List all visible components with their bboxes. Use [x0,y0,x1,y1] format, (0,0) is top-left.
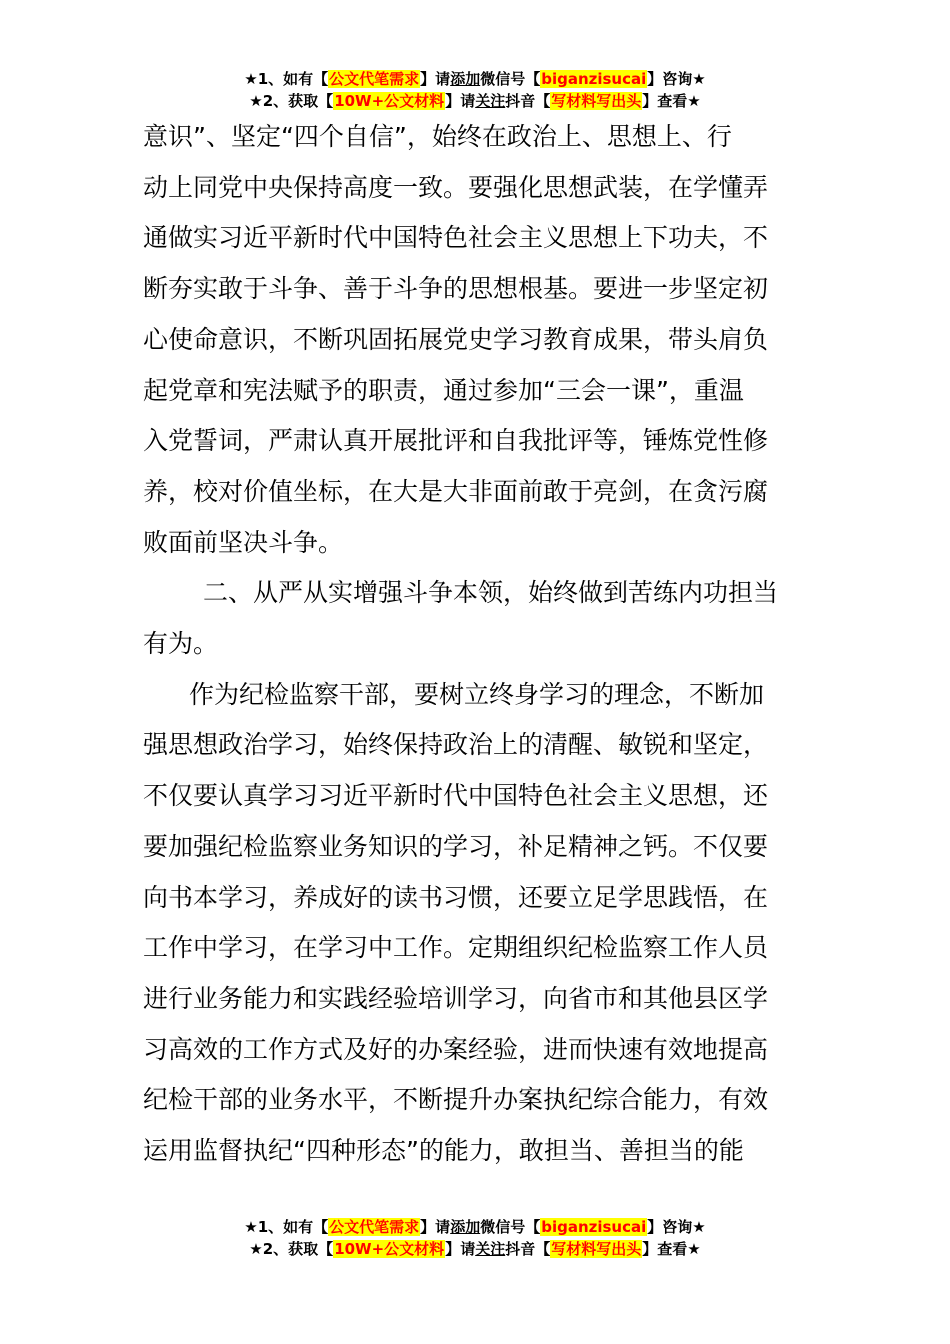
banner-line-1: ★1、如有【公文代笔需求】请添加微信号【biganzisucai】咨询★ [244,1218,706,1236]
text-line: 心使命意识，不断巩固拓展党史学习教育成果，带头肩负 [143,324,769,354]
document-body [143,112,807,1177]
text-line: 败面前坚决斗争。 [143,527,344,557]
highlight-douyin-account: 写材料写出头 [551,1240,642,1258]
text-line: 意识”、坚定“四个自信”，始终在政治上、思想上、行 [143,122,732,151]
section-heading-cont: 有为。 [143,629,219,659]
text-line: 不仅要认真学习习近平新时代中国特色社会主义思想，还 [143,781,769,811]
banner-line-1: ★1、如有【公文代笔需求】请添加微信号【biganzisucai】咨询★ [244,70,706,88]
highlight-wechat-id: biganzisucai [541,70,647,88]
paragraph-start: 作为纪检监察干部，要树立终身学习的理念，不断加 [189,679,765,709]
footer-banner [0,1216,950,1260]
text-line: 工作中学习，在学习中工作。定期组织纪检监察工作人员 [143,933,769,963]
banner-line-2: ★2、获取【10W+公文材料】请关注抖音【写材料写出头】查看★ [249,92,701,110]
text-line: 通做实习近平新时代中国特色社会主义思想上下功夫，不 [143,223,769,253]
text-line: 运用监督执纪“四种形态”的能力，敢担当、善担当的能 [143,1136,744,1166]
highlight-materials: 10W+公文材料 [334,92,445,110]
text-line: 进行业务能力和实践经验培训学习，向省市和其他县区学 [143,983,769,1013]
text-line: 断夯实敢于斗争、善于斗争的思想根基。要进一步坚定初 [143,274,769,304]
text-line: 纪检干部的业务水平，不断提升办案执纪综合能力，有效 [143,1085,769,1115]
text-line: 入党誓词，严肃认真开展批评和自我批评等，锤炼党性修 [143,426,769,456]
highlight-service: 公文代笔需求 [329,70,420,88]
highlight-service: 公文代笔需求 [329,1218,420,1236]
text-line: 要加强纪检监察业务知识的学习，补足精神之钙。不仅要 [143,831,769,861]
text-line: 动上同党中央保持高度一致。要强化思想武装，在学懂弄 [143,172,769,202]
banner-line-2: ★2、获取【10W+公文材料】请关注抖音【写材料写出头】查看★ [249,1240,701,1258]
header-banner [0,68,950,112]
highlight-wechat-id: biganzisucai [541,1218,647,1236]
text-line: 习高效的工作方式及好的办案经验，进而快速有效地提高 [143,1034,769,1064]
text-line: 强思想政治学习，始终保持政治上的清醒、敏锐和坚定， [143,730,769,760]
text-line: 养，校对价值坐标，在大是大非面前敢于亮剑，在贪污腐 [143,476,769,506]
highlight-materials: 10W+公文材料 [334,1240,445,1258]
text-line: 向书本学习，养成好的读书习惯，还要立足学思践悟，在 [143,882,769,912]
section-heading: 二、从严从实增强斗争本领，始终做到苦练内功担当 [203,578,779,608]
highlight-douyin-account: 写材料写出头 [551,92,642,110]
text-line: 起党章和宪法赋予的职责，通过参加“三会一课”，重温 [143,375,744,405]
